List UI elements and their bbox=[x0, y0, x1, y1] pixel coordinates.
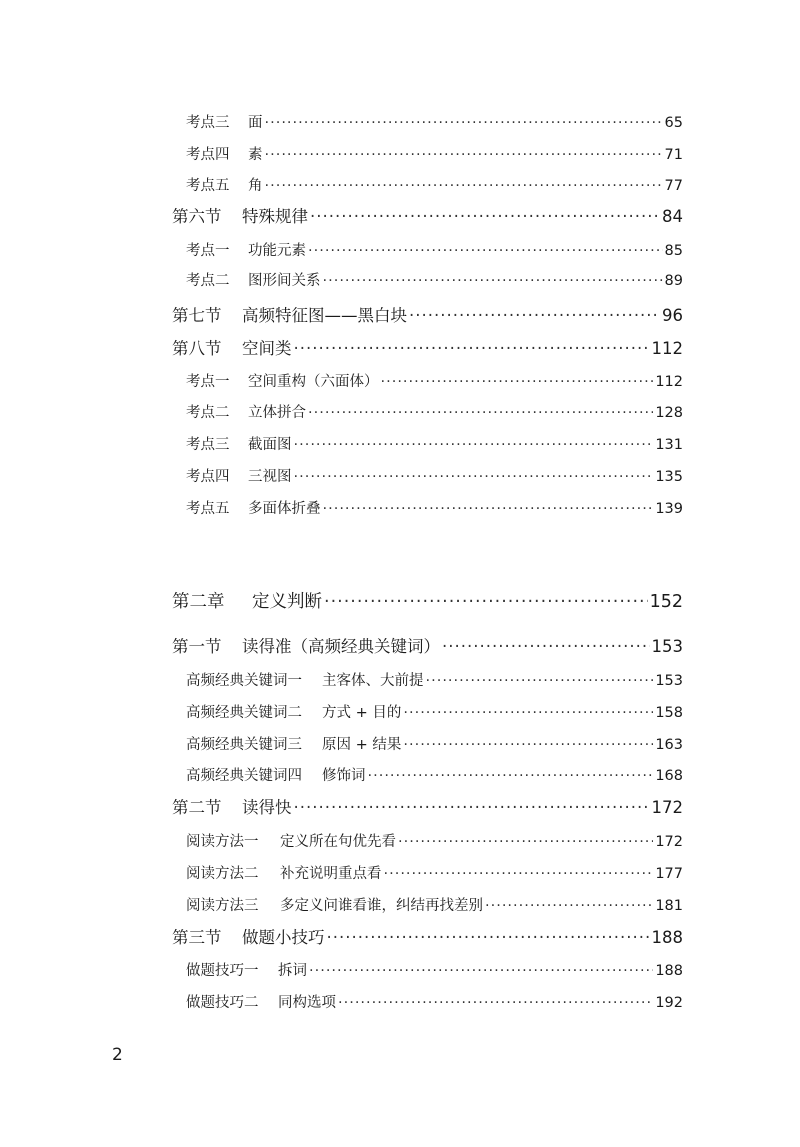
toc-entry[interactable] bbox=[172, 341, 683, 358]
dot-leader bbox=[324, 594, 648, 612]
toc-entry-label: 第二章 bbox=[172, 592, 225, 612]
toc-entry-page: 172 bbox=[655, 834, 683, 850]
toc-entry-page: 131 bbox=[655, 437, 683, 453]
toc-entry[interactable] bbox=[186, 899, 683, 914]
toc-entry-page: 89 bbox=[664, 273, 683, 289]
toc-entry[interactable] bbox=[172, 308, 683, 325]
toc-entry-title: 多定义问谁看谁，纠结再找差别 bbox=[280, 898, 483, 914]
toc-entry-page: 163 bbox=[655, 737, 683, 753]
toc-entry-label: 高频经典关键词二 bbox=[186, 705, 302, 721]
toc-entry[interactable] bbox=[186, 116, 683, 131]
dot-leader bbox=[323, 274, 663, 289]
toc-entry-label: 考点五 bbox=[186, 178, 230, 194]
toc-entry[interactable] bbox=[172, 930, 683, 947]
toc-entry-title: 读得快 bbox=[242, 798, 292, 817]
toc-entry-page: 181 bbox=[655, 898, 683, 914]
dot-leader bbox=[426, 674, 654, 689]
dot-leader bbox=[308, 244, 663, 259]
dot-leader bbox=[384, 867, 654, 882]
toc-entry-page: 112 bbox=[651, 339, 683, 358]
toc-entry-label: 考点五 bbox=[186, 501, 230, 517]
toc-entry-label: 阅读方法二 bbox=[186, 866, 259, 882]
toc-entry[interactable] bbox=[186, 835, 683, 850]
toc-entry-title: 立体拼合 bbox=[248, 405, 306, 421]
toc-entry-label: 考点二 bbox=[186, 405, 230, 421]
toc-entry[interactable] bbox=[186, 375, 683, 390]
toc-entry-page: 71 bbox=[664, 147, 683, 163]
toc-entry-page: 96 bbox=[662, 306, 683, 325]
toc-entry-label: 考点四 bbox=[186, 469, 230, 485]
toc-entry-page: 84 bbox=[662, 207, 683, 226]
toc-entry-title: 修饰词 bbox=[322, 768, 366, 784]
toc-entry[interactable] bbox=[186, 502, 683, 517]
toc-entry-page: 85 bbox=[664, 243, 683, 259]
toc-entry-title: 功能元素 bbox=[248, 243, 306, 259]
toc-entry[interactable] bbox=[186, 244, 683, 259]
toc-entry-page: 188 bbox=[655, 963, 683, 979]
toc-entry-title: 拆词 bbox=[278, 963, 307, 979]
toc-entry-label: 第七节 bbox=[172, 306, 222, 325]
toc-entry-page: 77 bbox=[664, 178, 683, 194]
toc-entry-label: 第六节 bbox=[172, 207, 222, 226]
toc-entry[interactable] bbox=[186, 996, 683, 1011]
toc-entry-page: 153 bbox=[655, 673, 683, 689]
toc-entry[interactable] bbox=[172, 800, 683, 817]
toc-entry-page: 128 bbox=[655, 405, 683, 421]
toc-entry-label: 考点一 bbox=[186, 243, 230, 259]
toc-entry-title: 补充说明重点看 bbox=[280, 866, 382, 882]
toc-entry-label: 做题技巧二 bbox=[186, 995, 259, 1011]
toc-entry-page: 177 bbox=[655, 866, 683, 882]
toc-entry-label: 第一节 bbox=[172, 637, 222, 656]
toc-entry-title: 定义所在句优先看 bbox=[280, 834, 396, 850]
toc-entry-label: 第三节 bbox=[172, 928, 222, 947]
toc-entry-title: 主客体、大前提 bbox=[322, 673, 424, 689]
toc-entry-title: 高频特征图——黑白块 bbox=[242, 306, 407, 325]
toc-entry-page: 65 bbox=[664, 115, 683, 131]
toc-entry-title: 图形间关系 bbox=[248, 273, 321, 289]
toc-entry[interactable] bbox=[186, 706, 683, 721]
toc-entry-label: 阅读方法一 bbox=[186, 834, 259, 850]
toc-entry-page: 139 bbox=[655, 501, 683, 517]
dot-leader bbox=[294, 470, 654, 485]
dot-leader bbox=[403, 706, 653, 721]
toc-entry[interactable] bbox=[186, 148, 683, 163]
toc-entry-title: 面 bbox=[248, 115, 263, 131]
toc-entry-title: 三视图 bbox=[248, 469, 292, 485]
toc-entry-label: 第八节 bbox=[172, 339, 222, 358]
toc-entry-label: 考点二 bbox=[186, 273, 230, 289]
page-number: 2 bbox=[112, 1045, 123, 1065]
toc-entry-label: 考点一 bbox=[186, 374, 230, 390]
toc-entry-title: 空间类 bbox=[242, 339, 292, 358]
toc-entry[interactable] bbox=[186, 406, 683, 421]
dot-leader bbox=[442, 639, 650, 656]
toc-entry-label: 高频经典关键词四 bbox=[186, 768, 302, 784]
toc-entry-label: 高频经典关键词一 bbox=[186, 673, 302, 689]
toc-entry-title: 方式 + 目的 bbox=[322, 705, 402, 721]
toc-entry[interactable] bbox=[186, 438, 683, 453]
toc-entry[interactable] bbox=[186, 964, 683, 979]
toc-entry-title: 空间重构（六面体） bbox=[248, 374, 379, 390]
toc-entry-label: 做题技巧一 bbox=[186, 963, 259, 979]
toc-entry-title: 素 bbox=[248, 147, 263, 163]
toc-entry-title: 截面图 bbox=[248, 437, 292, 453]
toc-entry[interactable] bbox=[186, 867, 683, 882]
toc-entry-page: 172 bbox=[651, 798, 683, 817]
dot-leader bbox=[308, 406, 653, 421]
toc-entry-page: 158 bbox=[655, 705, 683, 721]
dot-leader bbox=[409, 308, 660, 325]
dot-leader bbox=[338, 996, 653, 1011]
toc-entry[interactable] bbox=[186, 274, 683, 289]
toc-entry-label: 高频经典关键词三 bbox=[186, 737, 302, 753]
dot-leader bbox=[265, 148, 663, 163]
dot-leader bbox=[327, 930, 650, 947]
toc-entry-page: 153 bbox=[651, 637, 683, 656]
toc-entry-label: 第二节 bbox=[172, 798, 222, 817]
dot-leader bbox=[310, 209, 660, 226]
toc-entry[interactable] bbox=[186, 470, 683, 485]
dot-leader bbox=[265, 116, 663, 131]
dot-leader bbox=[294, 800, 650, 817]
toc-entry-page: 112 bbox=[655, 374, 683, 390]
dot-leader bbox=[368, 769, 654, 784]
toc-entry-title: 特殊规律 bbox=[242, 207, 308, 226]
toc-entry-page: 188 bbox=[651, 928, 683, 947]
dot-leader bbox=[398, 835, 653, 850]
toc-entry-title: 多面体折叠 bbox=[248, 501, 321, 517]
toc-entry-title: 同构选项 bbox=[278, 995, 336, 1011]
toc-entry[interactable] bbox=[186, 769, 683, 784]
dot-leader bbox=[381, 375, 654, 390]
dot-leader bbox=[403, 738, 653, 753]
dot-leader bbox=[294, 438, 654, 453]
toc-entry-title: 定义判断 bbox=[252, 592, 322, 612]
toc-entry[interactable] bbox=[172, 209, 683, 226]
toc-entry-label: 阅读方法三 bbox=[186, 898, 259, 914]
toc-entry-page: 152 bbox=[649, 592, 683, 612]
toc-entry-title: 做题小技巧 bbox=[242, 928, 325, 947]
toc-entry[interactable] bbox=[186, 674, 683, 689]
toc-entry-label: 考点三 bbox=[186, 437, 230, 453]
dot-leader bbox=[294, 341, 650, 358]
toc-entry-chapter[interactable] bbox=[172, 594, 683, 612]
toc-entry-title: 角 bbox=[248, 178, 263, 194]
toc-entry-label: 考点四 bbox=[186, 147, 230, 163]
toc-entry-page: 168 bbox=[655, 768, 683, 784]
dot-leader bbox=[323, 502, 654, 517]
dot-leader bbox=[309, 964, 653, 979]
toc-entry-title: 原因 + 结果 bbox=[322, 737, 402, 753]
toc-entry[interactable] bbox=[172, 639, 683, 656]
toc-entry-title: 读得准（高频经典关键词） bbox=[242, 637, 440, 656]
toc-entry-page: 192 bbox=[655, 995, 683, 1011]
toc-entry[interactable] bbox=[186, 738, 683, 753]
toc-entry-page: 135 bbox=[655, 469, 683, 485]
toc-entry[interactable] bbox=[186, 179, 683, 194]
toc-entry-label: 考点三 bbox=[186, 115, 230, 131]
dot-leader bbox=[485, 899, 653, 914]
dot-leader bbox=[265, 179, 663, 194]
